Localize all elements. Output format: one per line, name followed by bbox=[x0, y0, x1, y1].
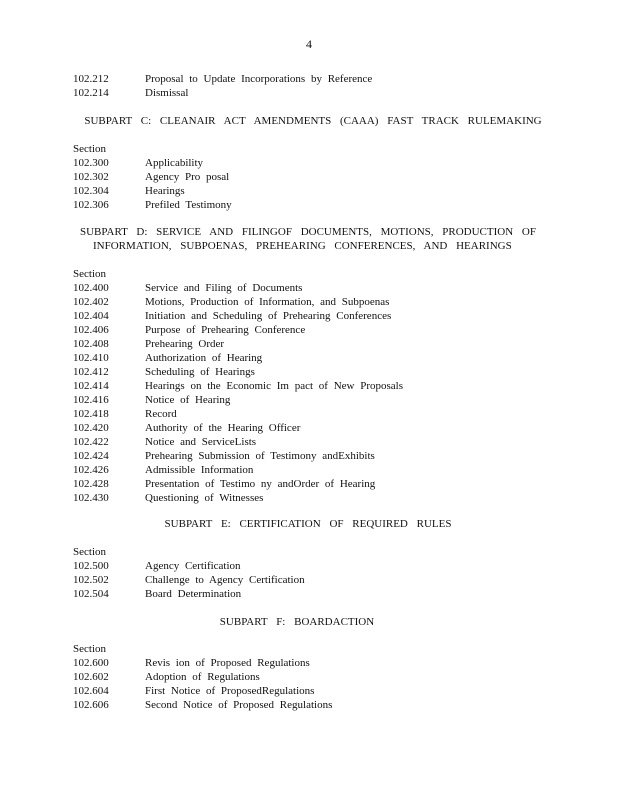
list-item bbox=[73, 573, 543, 587]
section-number: 102.304 bbox=[73, 185, 109, 197]
list-item bbox=[73, 309, 543, 323]
page-number: 4 bbox=[306, 37, 312, 51]
list-item bbox=[73, 156, 543, 170]
section-label: Section bbox=[73, 268, 106, 280]
section-number: 102.406 bbox=[73, 324, 109, 336]
list-item bbox=[73, 559, 543, 573]
section-number: 102.212 bbox=[73, 73, 109, 85]
section-title: Revis ion of Proposed Regulations bbox=[145, 657, 310, 669]
section-title: Authority of the Hearing Officer bbox=[145, 422, 301, 434]
section-title: Adoption of Regulations bbox=[145, 671, 260, 683]
section-number: 102.214 bbox=[73, 87, 109, 99]
section-title: Motions, Production of Information, and Subpoenas bbox=[145, 296, 390, 308]
section-number: 102.408 bbox=[73, 338, 109, 350]
section-number: 102.416 bbox=[73, 394, 109, 406]
list-item bbox=[73, 86, 543, 100]
subpart-f-list bbox=[73, 642, 543, 712]
section-title: Notice of Hearing bbox=[145, 394, 231, 406]
subpart-d-heading-line2: INFORMATION, SUBPOENAS, PREHEARING CONFERENCES, AND HEARINGS bbox=[93, 240, 512, 252]
section-title: Presentation of Testimo ny andOrder of Hearing bbox=[145, 478, 376, 490]
section-title: Purpose of Prehearing Conference bbox=[145, 324, 306, 336]
continued-list bbox=[73, 72, 543, 100]
list-item bbox=[73, 407, 543, 421]
section-title: Scheduling of Hearings bbox=[145, 366, 255, 378]
section-title: Challenge to Agency Certification bbox=[145, 574, 305, 586]
subpart-c-list bbox=[73, 142, 543, 212]
subpart-e-list bbox=[73, 545, 543, 601]
section-number: 102.500 bbox=[73, 560, 109, 572]
list-item bbox=[73, 351, 543, 365]
section-title: Record bbox=[145, 408, 177, 420]
list-item bbox=[73, 656, 543, 670]
list-item bbox=[73, 435, 543, 449]
section-label: Section bbox=[73, 546, 106, 558]
list-item bbox=[73, 281, 543, 295]
section-number: 102.402 bbox=[73, 296, 109, 308]
section-title: Applicability bbox=[145, 157, 204, 169]
list-item bbox=[73, 72, 543, 86]
section-title: Hearings on the Economic Im pact of New Proposals bbox=[145, 380, 403, 392]
list-item bbox=[73, 295, 543, 309]
list-item bbox=[73, 379, 543, 393]
list-item bbox=[73, 670, 543, 684]
list-item bbox=[73, 170, 543, 184]
section-number: 102.600 bbox=[73, 657, 109, 669]
section-title: Agency Pro posal bbox=[145, 171, 230, 183]
section-title: Initiation and Scheduling of Prehearing Conferences bbox=[145, 310, 392, 322]
list-item bbox=[73, 477, 543, 491]
list-item bbox=[73, 393, 543, 407]
list-item bbox=[73, 365, 543, 379]
list-item bbox=[73, 337, 543, 351]
section-title: Admissible Information bbox=[145, 464, 254, 476]
section-title: Authorization of Hearing bbox=[145, 352, 263, 364]
section-title: Second Notice of Proposed Regulations bbox=[145, 699, 333, 711]
section-number: 102.420 bbox=[73, 422, 109, 434]
section-number: 102.424 bbox=[73, 450, 109, 462]
list-item bbox=[73, 463, 543, 477]
section-title: Proposal to Update Incorporations by Reference bbox=[145, 73, 373, 85]
list-item bbox=[73, 421, 543, 435]
section-number: 102.606 bbox=[73, 699, 109, 711]
subpart-f-heading: SUBPART F: BOARDACTION bbox=[219, 616, 375, 628]
section-number: 102.604 bbox=[73, 685, 109, 697]
section-number: 102.430 bbox=[73, 492, 109, 504]
section-number: 102.414 bbox=[73, 380, 109, 392]
section-title: Prehearing Submission of Testimony andExhibits bbox=[145, 450, 375, 462]
list-item bbox=[73, 449, 543, 463]
subpart-d-heading-line1: SUBPART D: SERVICE AND FILINGOF DOCUMENTS, MOTIONS, PRODUCTION OF bbox=[80, 226, 536, 238]
list-item bbox=[73, 198, 543, 212]
list-item bbox=[73, 491, 543, 505]
section-number: 102.404 bbox=[73, 310, 109, 322]
section-title: Hearings bbox=[145, 185, 185, 197]
section-label: Section bbox=[73, 143, 106, 155]
section-title: Dismissal bbox=[145, 87, 189, 99]
subpart-e-heading: SUBPART E: CERTIFICATION OF REQUIRED RULES bbox=[164, 518, 452, 530]
section-number: 102.418 bbox=[73, 408, 109, 420]
section-number: 102.302 bbox=[73, 171, 109, 183]
subpart-c-heading: SUBPART C: CLEANAIR ACT AMENDMENTS (CAAA) FAST TRACK RULEMAKING bbox=[84, 115, 542, 127]
section-title: Prefiled Testimony bbox=[145, 199, 232, 211]
section-title: Prehearing Order bbox=[145, 338, 225, 350]
list-item bbox=[73, 684, 543, 698]
section-number: 102.428 bbox=[73, 478, 109, 490]
section-title: Notice and ServiceLists bbox=[145, 436, 257, 448]
section-title: First Notice of ProposedRegulations bbox=[145, 685, 315, 697]
list-item bbox=[73, 323, 543, 337]
subpart-d-list bbox=[73, 267, 543, 505]
section-number: 102.410 bbox=[73, 352, 109, 364]
section-number: 102.422 bbox=[73, 436, 109, 448]
section-number: 102.504 bbox=[73, 588, 109, 600]
section-number: 102.426 bbox=[73, 464, 109, 476]
section-title: Questioning of Witnesses bbox=[145, 492, 264, 504]
section-number: 102.502 bbox=[73, 574, 109, 586]
section-number: 102.306 bbox=[73, 199, 109, 211]
section-number: 102.602 bbox=[73, 671, 109, 683]
section-label: Section bbox=[73, 643, 106, 655]
section-number: 102.300 bbox=[73, 157, 109, 169]
list-item bbox=[73, 587, 543, 601]
section-title: Board Determination bbox=[145, 588, 242, 600]
section-number: 102.412 bbox=[73, 366, 109, 378]
section-title: Service and Filing of Documents bbox=[145, 282, 303, 294]
list-item bbox=[73, 698, 543, 712]
section-number: 102.400 bbox=[73, 282, 109, 294]
list-item bbox=[73, 184, 543, 198]
section-title: Agency Certification bbox=[145, 560, 241, 572]
